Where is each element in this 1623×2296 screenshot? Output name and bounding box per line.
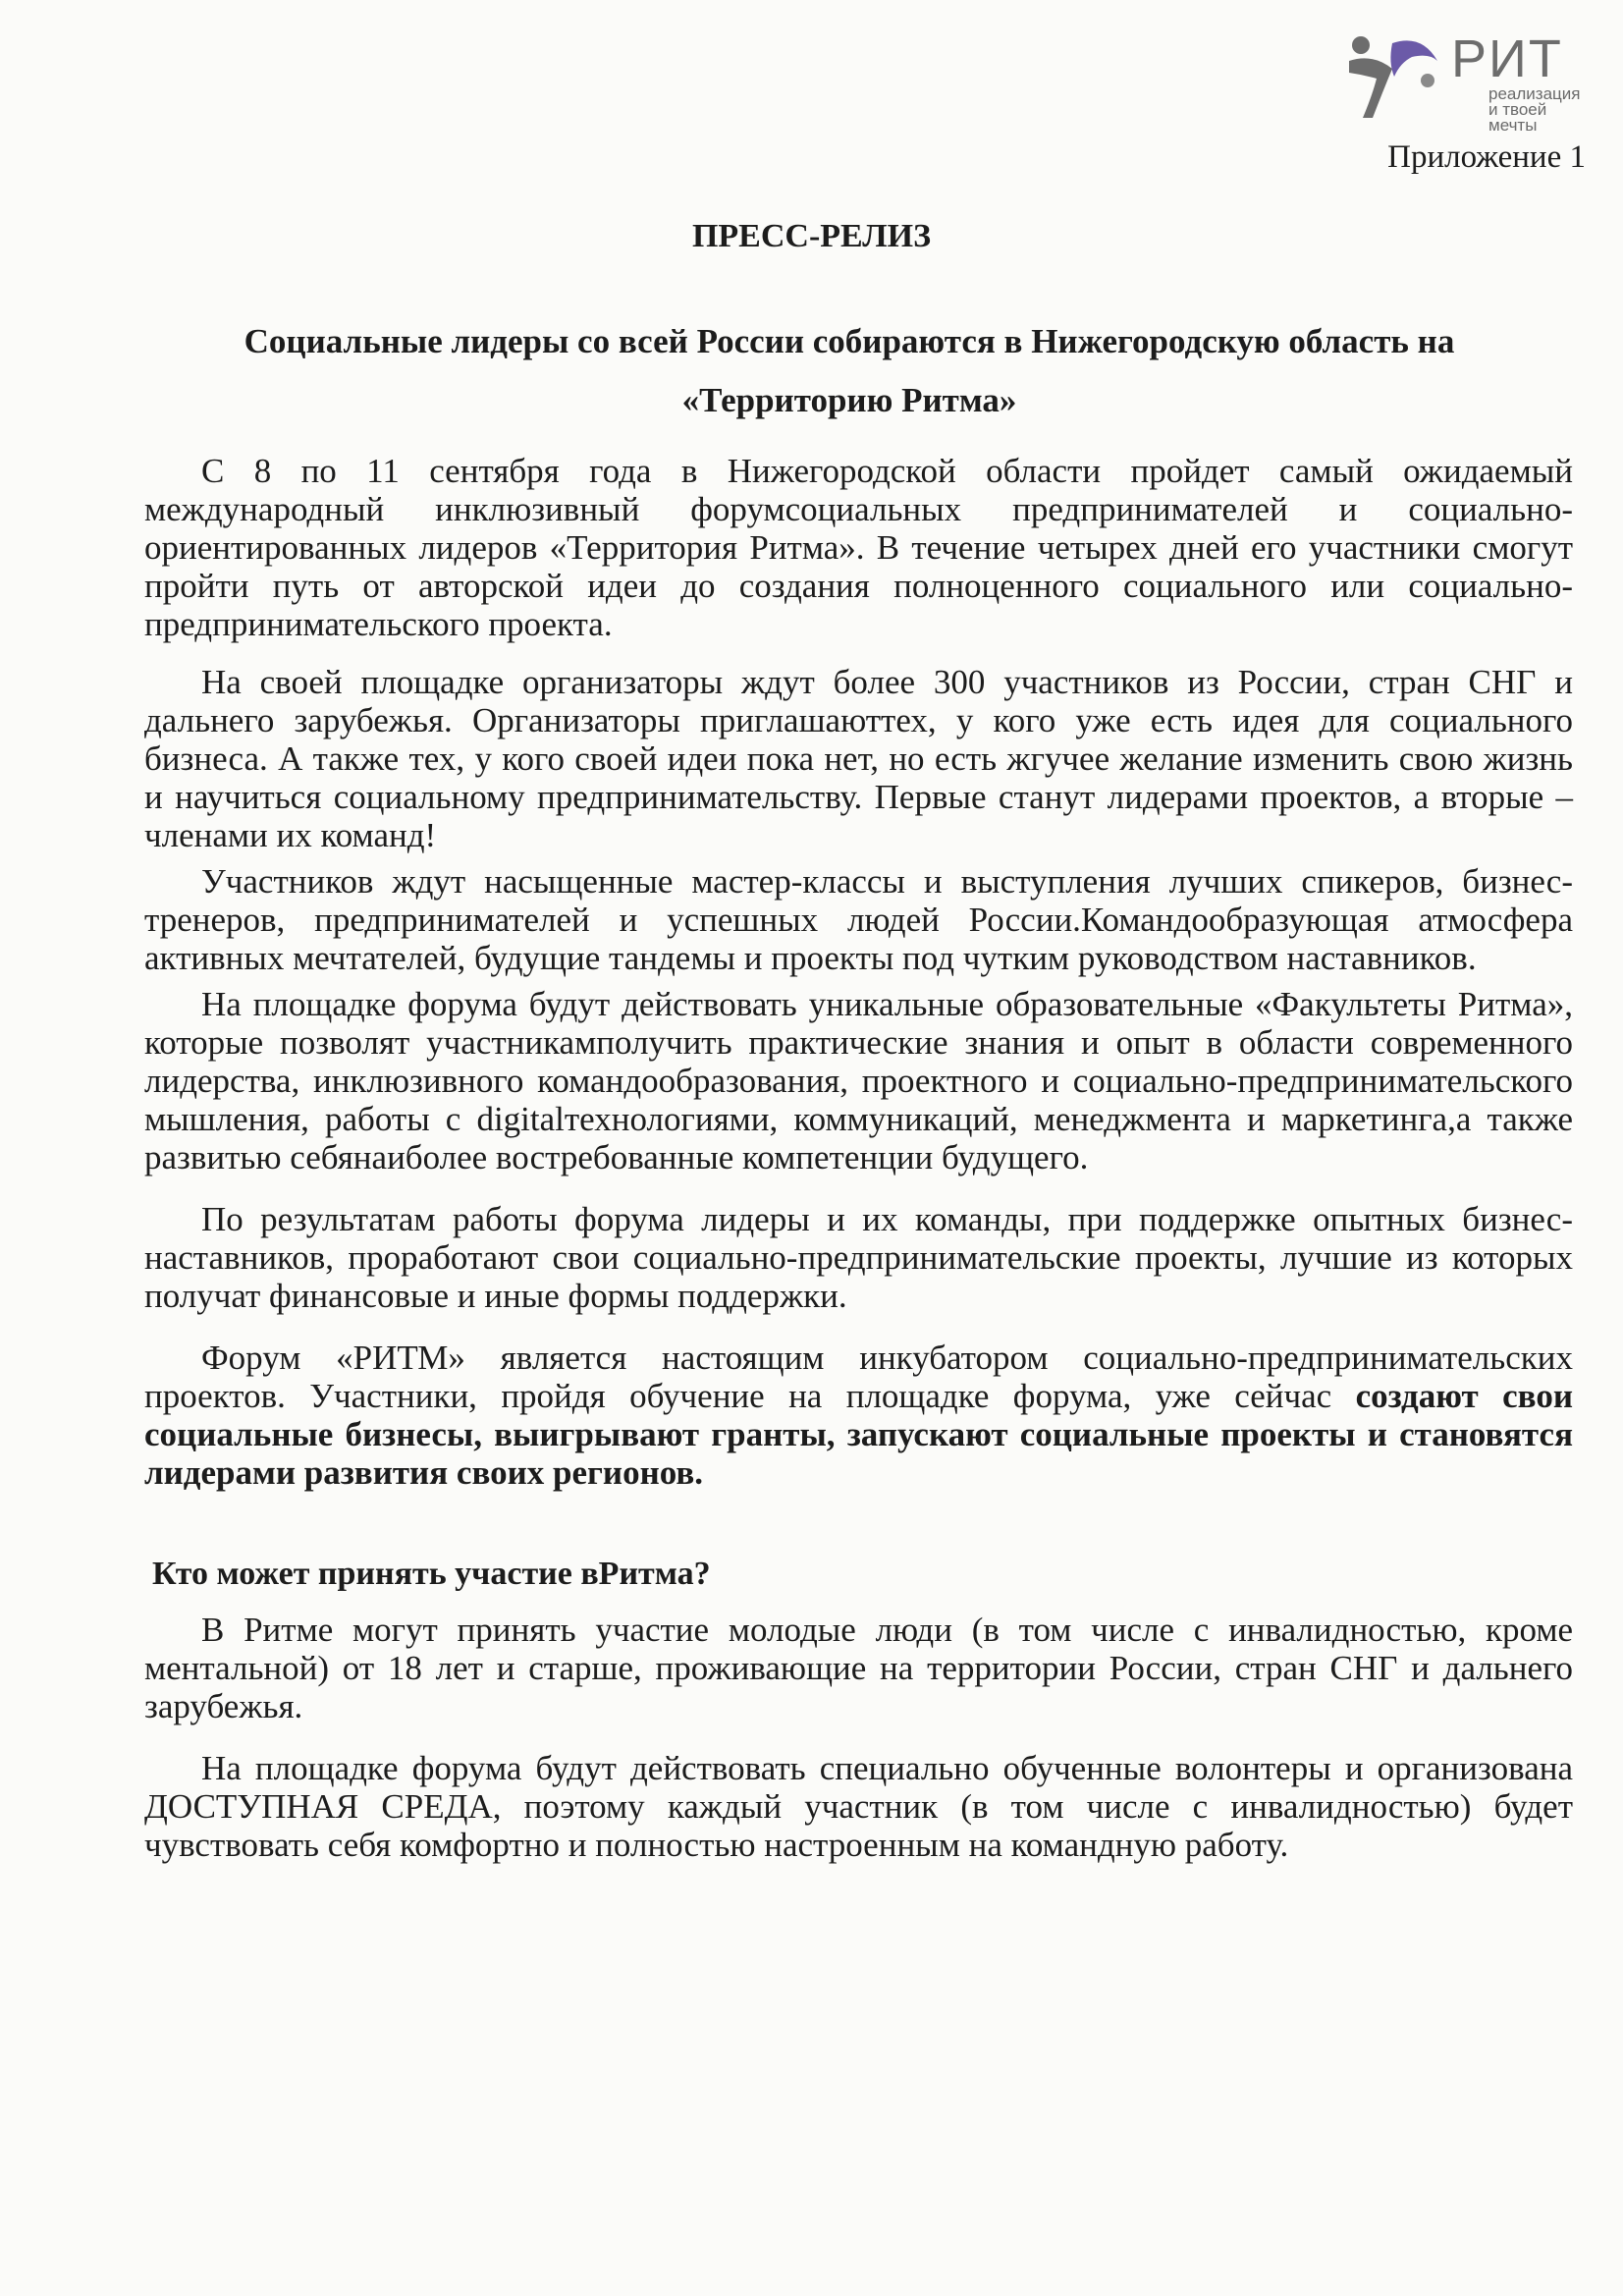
logo-wordmark: РИТ: [1451, 29, 1563, 88]
paragraph-4: На площадке форума будут действовать уникальные образовательные «Факультеты Ритма», которые позволят участникамполучить практические знания и опыт в области современного лидерства, инклюзивного командообразования, проектного и социально-предпринимательского мышления, работы с digitalтехнологиями, коммуникаций, менеджмента и маркетинга,а также развитью себянаиболее востребованные компетенции будущего.: [144, 985, 1573, 1176]
press-release-body: [144, 452, 1573, 1864]
paragraph-6: [144, 1339, 1573, 1492]
paragraph-6-emphasis: создают свои социальные бизнесы, выигрывают гранты, запускают социальные проекты и становятся лидерами развития своих регионов: [144, 1377, 1573, 1492]
appendix-label: Приложение 1: [1387, 139, 1586, 175]
paragraph-6-end: .: [694, 1453, 704, 1492]
headline: [196, 312, 1502, 430]
paragraph-8: На площадке форума будут действовать специально обученные волонтеры и организована ДОСТУПНАЯ СРЕДА, поэтому каждый участник (в том числе с инвалидностью) будет чувствовать себя комфортно и полностью настроенным на командную работу.: [144, 1749, 1573, 1864]
paragraph-3: Участников ждут насыщенные мастер-классы и выступления лучших спикеров, бизнес-тренеров, предпринимателей и успешных людей России.Командообразующая атмосфера активных мечтателей, будущие тандемы и проекты под чутким руководством наставников.: [144, 862, 1573, 977]
section-subheading: Кто может принять участие вРитма?: [152, 1556, 711, 1592]
logo-tagline: реализация и твоей мечты: [1488, 84, 1581, 135]
paragraph-2: На своей площадке организаторы ждут более 300 участников из России, стран СНГ и дальнего зарубежья. Организаторы приглашаюттех, у кого уже есть идея для социального бизнеса. А также тех, у кого своей идеи пока нет, но есть жгучее желание изменить свою жизнь и научиться социальному предпринимательству. Первые станут лидерами проектов, а вторые – членами их команд!: [144, 663, 1573, 854]
headline-line-1: Социальные лидеры со всей России собираются в Нижегородскую область на: [243, 322, 1455, 360]
paragraph-1: С 8 по 11 сентября года в Нижегородской области пройдет самый ожидаемый международный инклюзивный форумсоциальных предпринимателей и социально-ориентированных лидеров «Территория Ритма». В течение четырех дней его участники смогут пройти путь от авторской идеи до создания полноценного социального или социально-предпринимательского проекта.: [144, 452, 1573, 643]
document-title: ПРЕСС-РЕЛИЗ: [691, 218, 932, 254]
paragraph-7: В Ритме могут принять участие молодые люди (в том числе с инвалидностью, кроме ментальной) от 18 лет и старше, проживающие на территории России, стран СНГ и дальнего зарубежья.: [144, 1611, 1573, 1725]
headline-line-2: «Территорию Ритма»: [681, 381, 1017, 419]
paragraph-6-start: Форум «РИТМ» является настоящим инкубатором социально-предпринимательских проектов. Участники, пройдя обучение на площадке форума, уже сейчас: [144, 1339, 1573, 1415]
ritm-logo-figure-icon: [1343, 24, 1451, 122]
paragraph-5: По результатам работы форума лидеры и их команды, при поддержке опытных бизнес-наставников, проработают свои социально-предпринимательские проекты, лучшие из которых получат финансовые и иные формы поддержки.: [144, 1200, 1573, 1315]
ritm-logo: [1343, 24, 1589, 135]
